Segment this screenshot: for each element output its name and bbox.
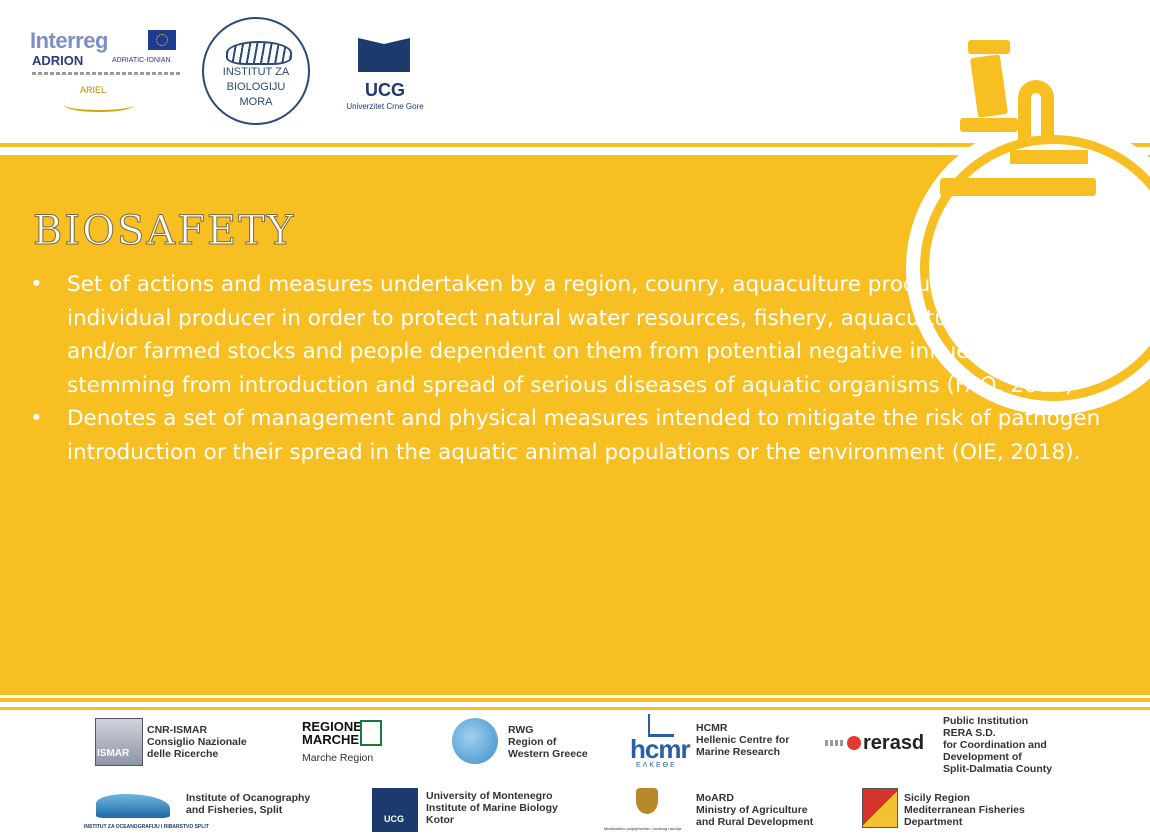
bullet-item-fao: • Set of actions and measures undertaken by a region, counry, aquaculture producers’ union or an individual producer in order to protect natural water resources, fishery, aquaculture, biodiversity and/or farmed stocks and people dependent on them from potential negative influences stemming from introduction and spread of serious diseases of aquatic organisms (FAO, 2009) (30, 268, 1115, 402)
partner-rera (825, 714, 1065, 780)
partner-rwg (452, 718, 602, 768)
ismar-mark: ISMAR (97, 748, 130, 759)
marche-text: Marche Region (302, 752, 374, 764)
book-icon (358, 38, 384, 72)
bottom-stripe-thin (0, 707, 1150, 710)
marche-mark: REGIONE MARCHE (302, 719, 362, 747)
partner-ucg-imb (372, 788, 582, 834)
ucg-imb-emblem-icon (372, 788, 418, 832)
sicily-text: Sicily Region Mediterranean Fisheries Department (904, 792, 1025, 828)
ibm-logo (202, 17, 310, 125)
interreg-fine-print (32, 72, 180, 75)
iof-text: Institute of Ocanography and Fisheries, Split (186, 792, 311, 816)
partner-moard (604, 786, 834, 836)
montenegro-coat-of-arms-icon (636, 788, 658, 814)
rera-dot-icon (847, 736, 861, 750)
ibm-line-3: MORA (239, 96, 273, 108)
slide-title: BIOSAFETY (33, 208, 296, 254)
ariel-wave-icon (64, 98, 134, 112)
iof-vessel-icon (96, 794, 170, 818)
bullet-item-oie: • Denotes a set of management and physical measures intended to mitigate the risk of pathogen introduction or their spread in the aquatic animal populations or the environment (OIE, 2018). (30, 402, 1115, 469)
hcmr-greek-mark: ΕΛΚΕΘΕ (636, 762, 677, 769)
rwg-text: RWG Region of Western Greece (508, 724, 588, 760)
interreg-program: ADRION (32, 53, 84, 68)
partner-marche (300, 718, 395, 768)
rera-dashes-icon (825, 740, 845, 746)
iof-subtitle: INSTITUT ZA OCEANOGRAFIJU I RIBARSTVO SPLIT (84, 824, 209, 830)
partner-sicily (862, 788, 1062, 834)
ucg-imb-text: University of Montenegro Institute of Marine Biology Kotor (426, 790, 558, 826)
hcmr-mark: hcmr (630, 734, 690, 764)
partner-iof (82, 788, 342, 836)
rera-mark: rerasd (863, 732, 925, 754)
ucg-subtitle: Univerzitet Crne Gore (346, 102, 424, 111)
ismar-text: CNR-ISMAR Consiglio Nazionale delle Ricerche (147, 724, 247, 760)
rwg-globe-icon (452, 718, 498, 764)
ibm-line-1: INSTITUT ZA (222, 66, 290, 78)
bottom-stripe (0, 698, 1150, 702)
interreg-adrion-logo (30, 28, 180, 118)
shell-icon (226, 41, 292, 65)
hcmr-text: HCMR Hellenic Centre for Marine Research (696, 722, 790, 758)
ucg-imb-mark: UCG (384, 814, 404, 824)
ucg-logo (340, 38, 430, 118)
marche-shield-icon (360, 720, 382, 746)
ariel-project-name: ARIEL (80, 85, 107, 95)
moard-subtitle: Ministarstvo poljoprivrede i ruralnog razvoja (604, 826, 682, 831)
interreg-brand: Interreg (30, 28, 108, 53)
ibm-line-2: BIOLOGIJU (226, 81, 286, 93)
moard-text: MoARD Ministry of Agriculture and Rural Development (696, 792, 814, 828)
sicily-flag-icon (862, 788, 898, 828)
partner-cnr-ismar (95, 718, 255, 768)
partner-hcmr (630, 714, 810, 772)
interreg-region: ADRIATIC-IONIAN (112, 57, 171, 64)
ucg-name: UCG (365, 80, 405, 100)
book-icon-right (384, 38, 410, 72)
eu-flag-icon (148, 30, 176, 50)
bullet-list (30, 268, 1115, 469)
rera-text: Public Institution RERA S.D. for Coordination and Development of Split-Dalmatia County (943, 715, 1053, 775)
